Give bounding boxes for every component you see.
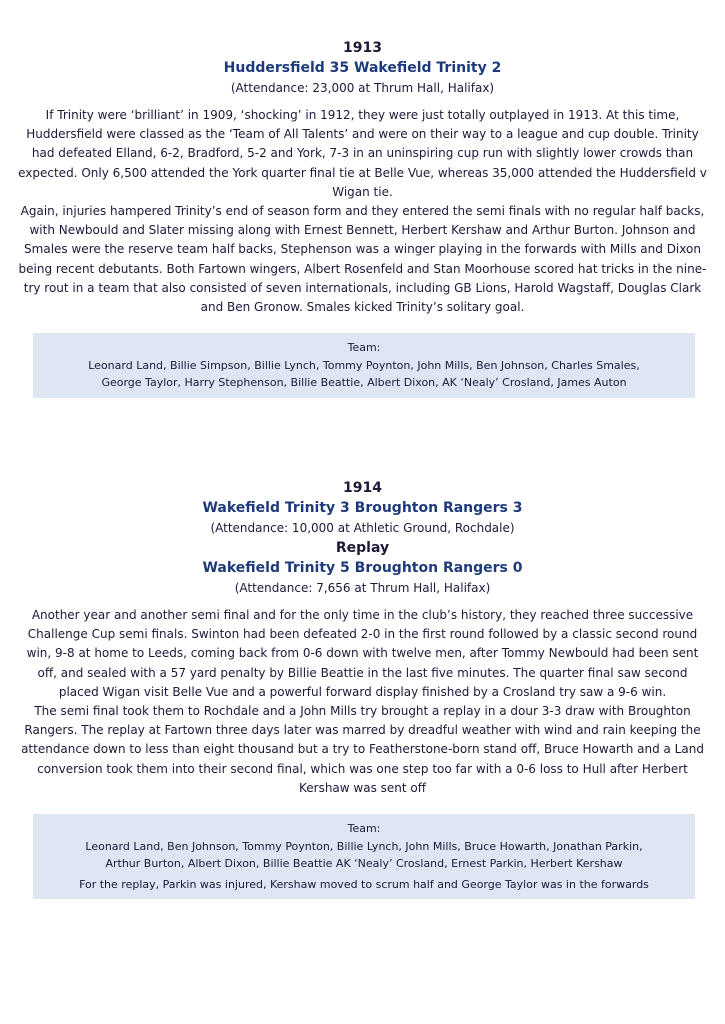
report-paragraph: The semi final took them to Rochdale and a John Mills try brought a replay in a dour 3-3 draw with Broughton Rangers. The replay at Fartown three days later was marred by dreadful weather with wind and rain keeping the attendance down to less than eight thousand but a try to Featherstone-born stand off, Bruce Howarth and a Land conversion took them into their second final, which was one step too far with a 0-6 loss to Hull after Herbert Kershaw was sent off [21,704,704,795]
team-heading: Team: [347,341,381,355]
section-year: 1914 [343,480,382,496]
report-paragraph: Another year and another semi final and for the only time in the club’s history, they reached three successive Challenge Cup semi finals. Swinton had been defeated 2-0 in the first round followed by a classic second round win, 9-8 at home to Leeds, coming back from 0-6 down with twelve men, after Tommy Newbould had been sent off, and sealed with a 57 yard penalty by Billie Beattie in the last five minutes. The quarter final saw second placed Wigan visit Belle Vue and a powerful forward display finished by a Crosland try saw a 9-6 win. [26,608,699,699]
match-result: Huddersfield 35 Wakefield Trinity 2 [223,60,502,76]
team-heading: Team: [347,822,381,836]
replay-attendance: (Attendance: 7,656 at Thrum Hall, Halifax) [234,581,491,595]
report-paragraph: Again, injuries hampered Trinity’s end of season form and they entered the semi finals with no regular half backs, with Newbould and Slater missing along with Ernest Bennett, Herbert Kershaw and Arthur Burton. Johnson and Smales were the reserve team half backs, Stephenson was a winger playing in the forwards with Mills and Dixon being recent debutants. Both Fartown wingers, Albert Rosenfeld and Stan Moorhouse scored hat tricks in the nine-try rout in a team that also consisted of seven internationals, including GB Lions, Harold Wagstaff, Douglas Clark and Ben Gronow. Smales kicked Trinity’s solitary goal. [18,204,707,315]
team-box [33,814,695,899]
team-line: George Taylor, Harry Stephenson, Billie Beattie, Albert Dixon, AK ‘Nealy’ Crosland, James Auton [101,376,627,390]
match-report [18,106,707,317]
section-1913 [0,38,725,398]
match-result: Wakefield Trinity 3 Broughton Rangers 3 [202,500,523,516]
attendance: (Attendance: 23,000 at Thrum Hall, Halifax) [230,81,495,95]
match-report [18,606,707,798]
replay-match-result: Wakefield Trinity 5 Broughton Rangers 0 [202,560,523,576]
replay-label: Replay [335,540,390,556]
attendance: (Attendance: 10,000 at Athletic Ground, Rochdale) [210,521,515,535]
team-line: Arthur Burton, Albert Dixon, Billie Beattie AK ‘Nealy’ Crosland, Ernest Parkin, Herbert Kershaw [105,857,623,871]
report-paragraph: If Trinity were ‘brilliant’ in 1909, ‘shocking’ in 1912, they were just totally outplayed in 1913. At this time, Huddersfield were classed as the ‘Team of All Talents’ and were on their way to a league and cup double. Trinity had defeated Elland, 6-2, Bradford, 5-2 and York, 7-3 in an uninspiring cup run with slightly lower crowds than expected. Only 6,500 attended the York quarter final tie at Belle Vue, whereas 35,000 attended the Huddersfield v Wigan tie. [18,108,707,199]
section-1914 [0,478,725,899]
team-note: For the replay, Parkin was injured, Kershaw moved to scrum half and George Taylor was in the forwards [79,877,649,891]
section-year: 1913 [343,40,382,56]
team-line: Leonard Land, Ben Johnson, Tommy Poynton, Billie Lynch, John Mills, Bruce Howarth, Jonathan Parkin, [85,839,643,853]
team-box [33,333,695,398]
team-line: Leonard Land, Billie Simpson, Billie Lynch, Tommy Poynton, John Mills, Ben Johnson, Charles Smales, [88,358,640,372]
